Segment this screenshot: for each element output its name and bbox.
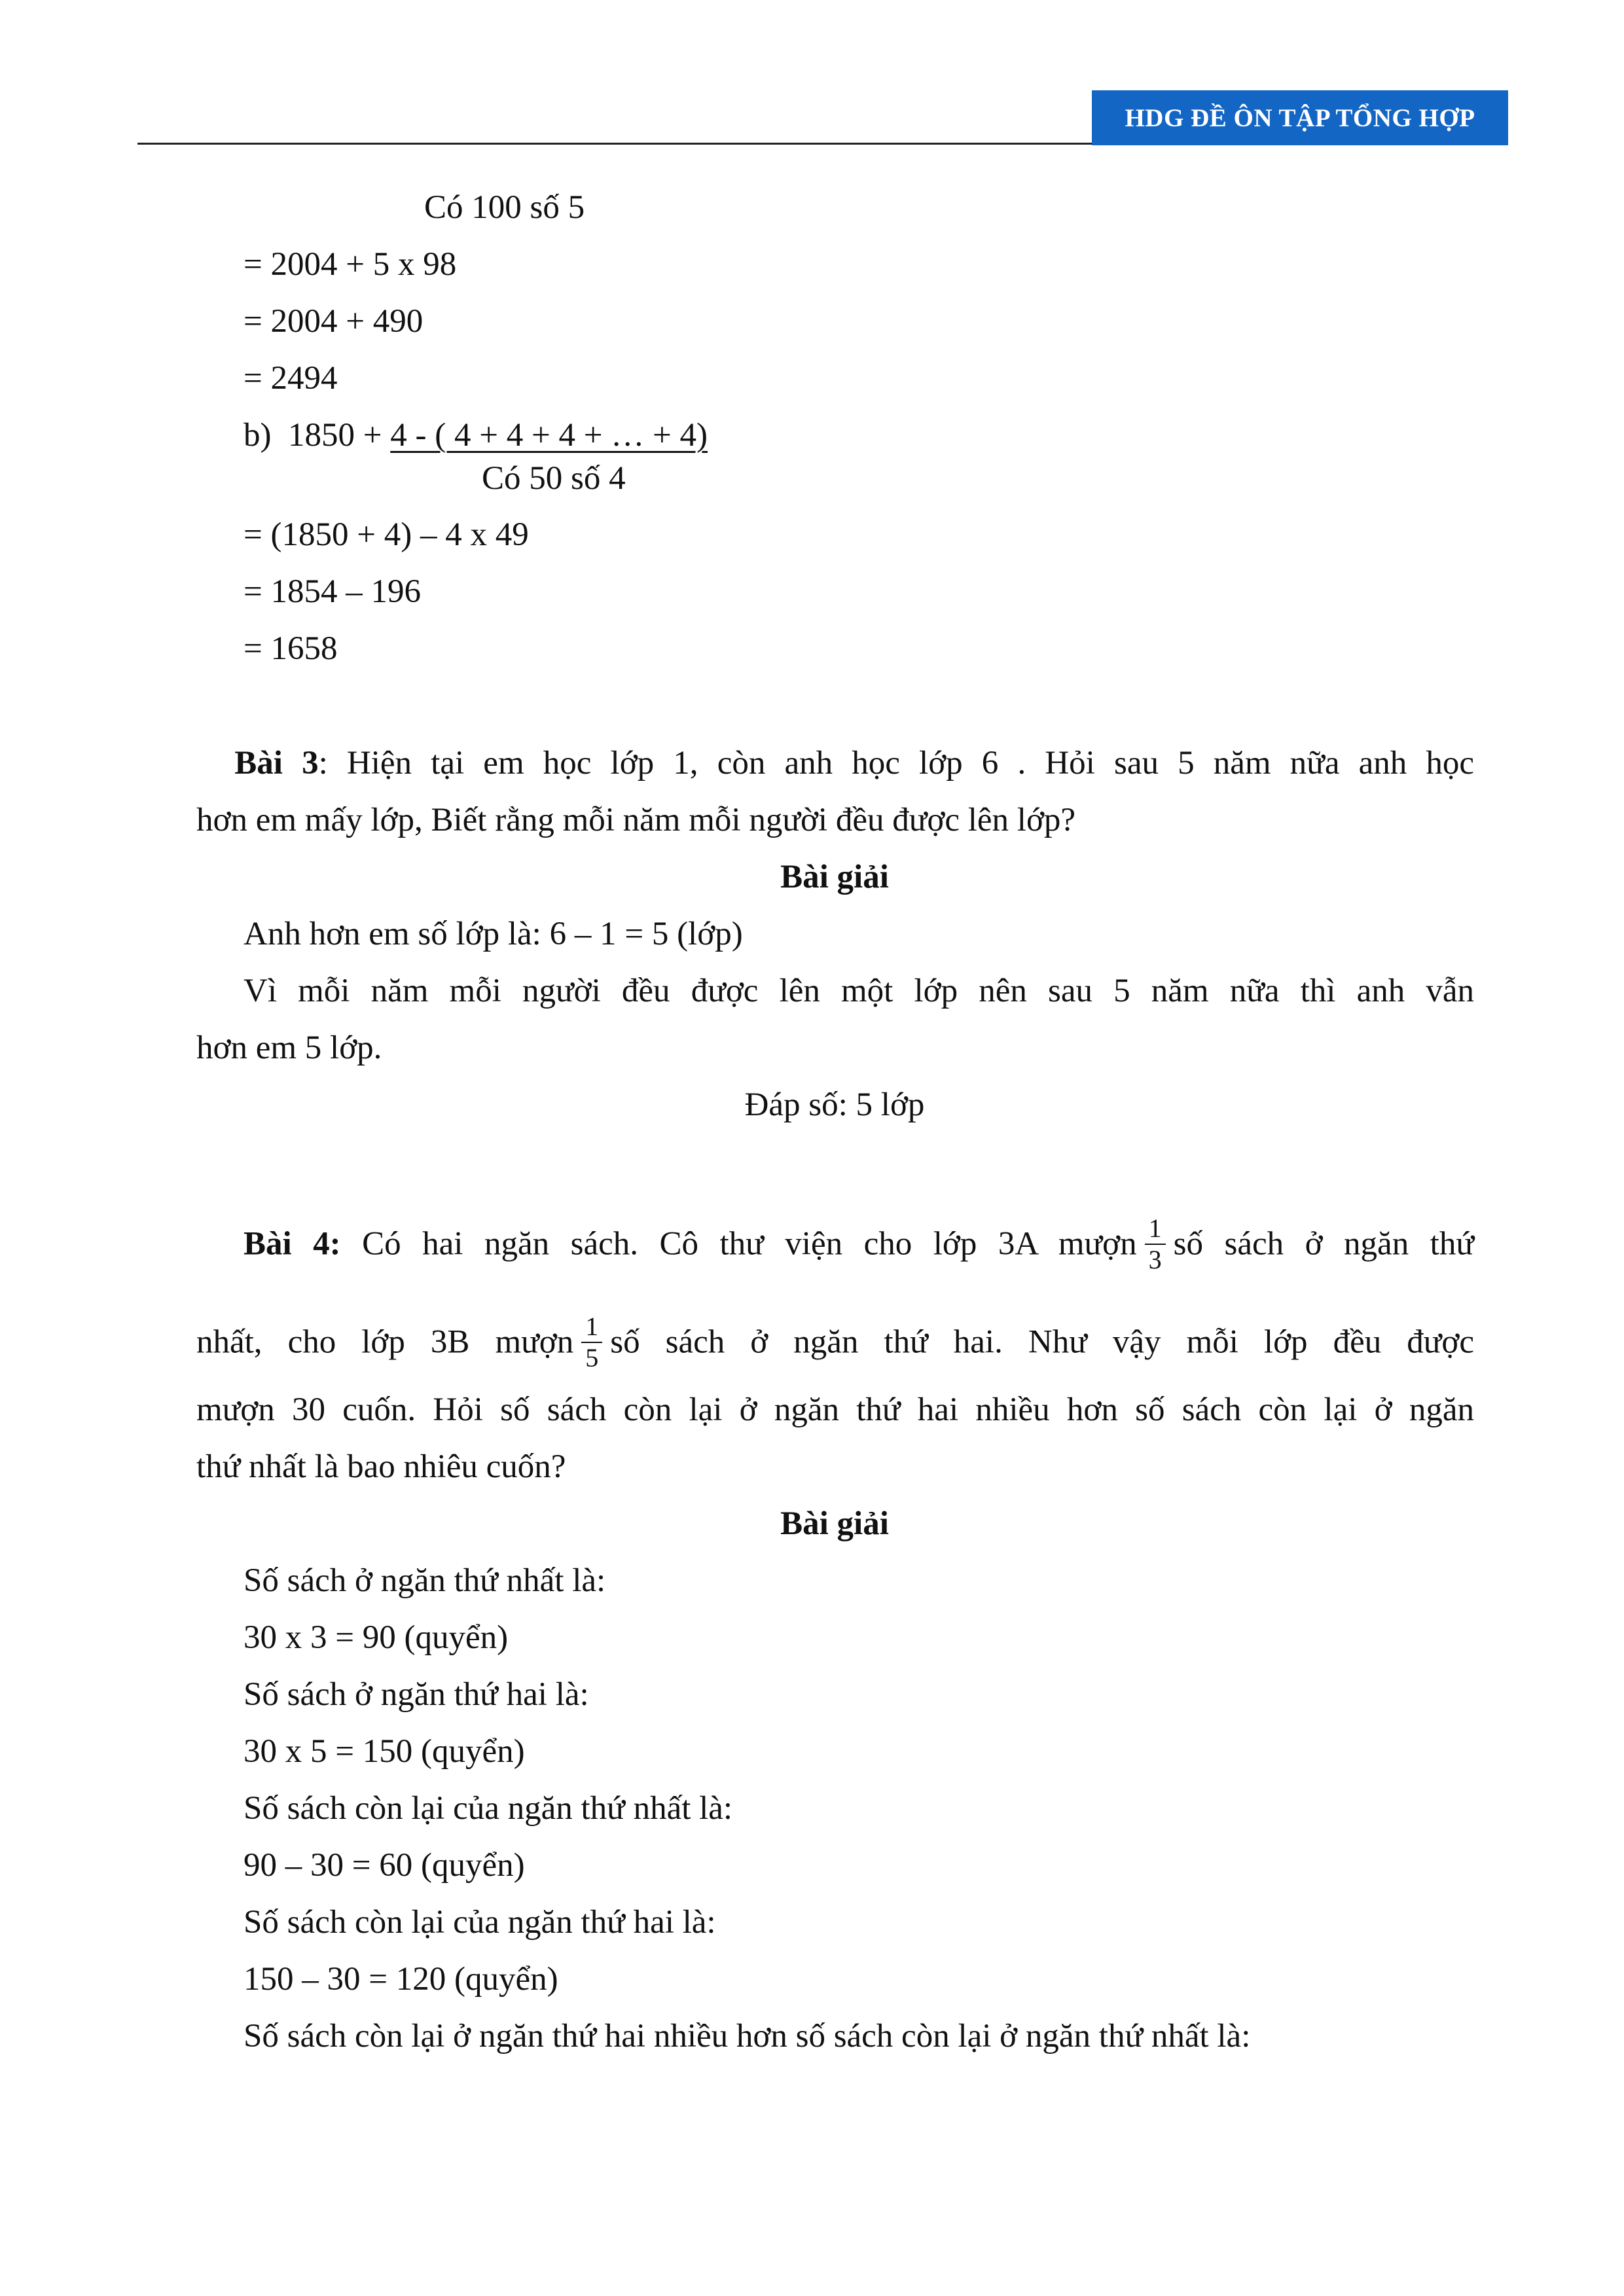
- bai4-text-2b: số sách ở ngăn thứ hai. Như vậy mỗi lớp đều được: [610, 1323, 1474, 1361]
- part-b-step-2: = 1854 – 196: [244, 573, 422, 610]
- bai3-question-line-1: [196, 747, 1474, 780]
- bai4-text-2a: nhất, cho lớp 3B mượn: [196, 1323, 574, 1361]
- part-a-step-3: = 2494: [244, 360, 338, 397]
- part-a-step-2: = 2004 + 490: [244, 303, 424, 340]
- bai4-question-line-1: [244, 1213, 1474, 1278]
- bai4-step-7: Số sách còn lại của ngăn thứ hai là:: [244, 1904, 716, 1941]
- bai4-solution-heading-text: Bài giải: [780, 1505, 889, 1542]
- fraction-one-fifth: [581, 1312, 602, 1373]
- bai4-step-3: Số sách ở ngăn thứ hai là:: [244, 1676, 589, 1713]
- bai4-question-line-4: thứ nhất là bao nhiêu cuốn?: [196, 1448, 566, 1485]
- part-b-lead: 1850 +: [287, 417, 391, 454]
- bai4-step-9: Số sách còn lại ở ngăn thứ hai nhiều hơn số sách còn lại ở ngăn thứ nhất là:: [244, 2018, 1251, 2054]
- bai4-text-1b: số sách ở ngăn thứ: [1173, 1225, 1474, 1263]
- fraction-2-denominator: 5: [585, 1343, 599, 1372]
- bai4-step-2: 30 x 3 = 90 (quyển): [244, 1619, 509, 1656]
- bai4-step-8: 150 – 30 = 120 (quyển): [244, 1961, 558, 1998]
- bai4-step-4: 30 x 5 = 150 (quyển): [244, 1733, 525, 1770]
- header-rule: [137, 143, 1100, 145]
- part-b-expression: [244, 419, 708, 452]
- bai4-solution-heading: [196, 1507, 1473, 1541]
- bai4-label: Bài 4:: [244, 1225, 341, 1263]
- bai3-solution-3: hơn em 5 lớp.: [196, 1030, 382, 1066]
- part-b-step-1: = (1850 + 4) – 4 x 49: [244, 516, 529, 553]
- bai3-solution-2: Vì mỗi năm mỗi người đều được lên một lớp nên sau 5 năm nữa thì anh vẫn: [244, 973, 1474, 1009]
- bai4-step-1: Số sách ở ngăn thứ nhất là:: [244, 1562, 606, 1599]
- fraction-one-third: [1145, 1213, 1166, 1275]
- bai3-solution-heading: [196, 861, 1473, 894]
- part-b-step-3: = 1658: [244, 630, 338, 667]
- fraction-1-denominator: 3: [1148, 1245, 1162, 1274]
- bai4-step-5: Số sách còn lại của ngăn thứ nhất là:: [244, 1790, 733, 1827]
- bai3-question-line-2: hơn em mấy lớp, Biết rằng mỗi năm mỗi người đều được lên lớp?: [196, 802, 1076, 838]
- bai4-question-line-3: mượn 30 cuốn. Hỏi số sách còn lại ở ngăn thứ hai nhiều hơn số sách còn lại ở ngăn: [196, 1391, 1474, 1428]
- part-b-label: b): [244, 417, 272, 454]
- bai4-text-1a: Có hai ngăn sách. Cô thư viện cho lớp 3A mượn: [340, 1225, 1137, 1263]
- bai3-question-text-1: : Hiện tại em học lớp 1, còn anh học lớp 6 . Hỏi sau 5 năm nữa anh học: [318, 745, 1475, 781]
- fraction-2-numerator: 1: [581, 1312, 602, 1343]
- part-b-annotation: Có 50 số 4: [482, 460, 626, 497]
- header-title: HDG ĐỀ ÔN TẬP TỔNG HỢP: [1092, 90, 1508, 145]
- fraction-1-numerator: 1: [1145, 1213, 1166, 1245]
- bai3-solution-heading-text: Bài giải: [780, 859, 889, 895]
- bai4-step-6: 90 – 30 = 60 (quyển): [244, 1847, 525, 1884]
- part-b-underlined-expr: 4 - ( 4 + 4 + 4 + … + 4): [390, 417, 708, 454]
- bai3-answer: Đáp số: 5 lớp: [744, 1086, 925, 1123]
- bai3-label: Bài 3: [234, 745, 319, 781]
- bai4-question-line-2: [196, 1314, 1474, 1376]
- part-a-annotation: Có 100 số 5: [424, 189, 585, 226]
- part-a-step-1: = 2004 + 5 x 98: [244, 246, 457, 283]
- bai3-solution-1: Anh hơn em số lớp là: 6 – 1 = 5 (lớp): [244, 916, 743, 952]
